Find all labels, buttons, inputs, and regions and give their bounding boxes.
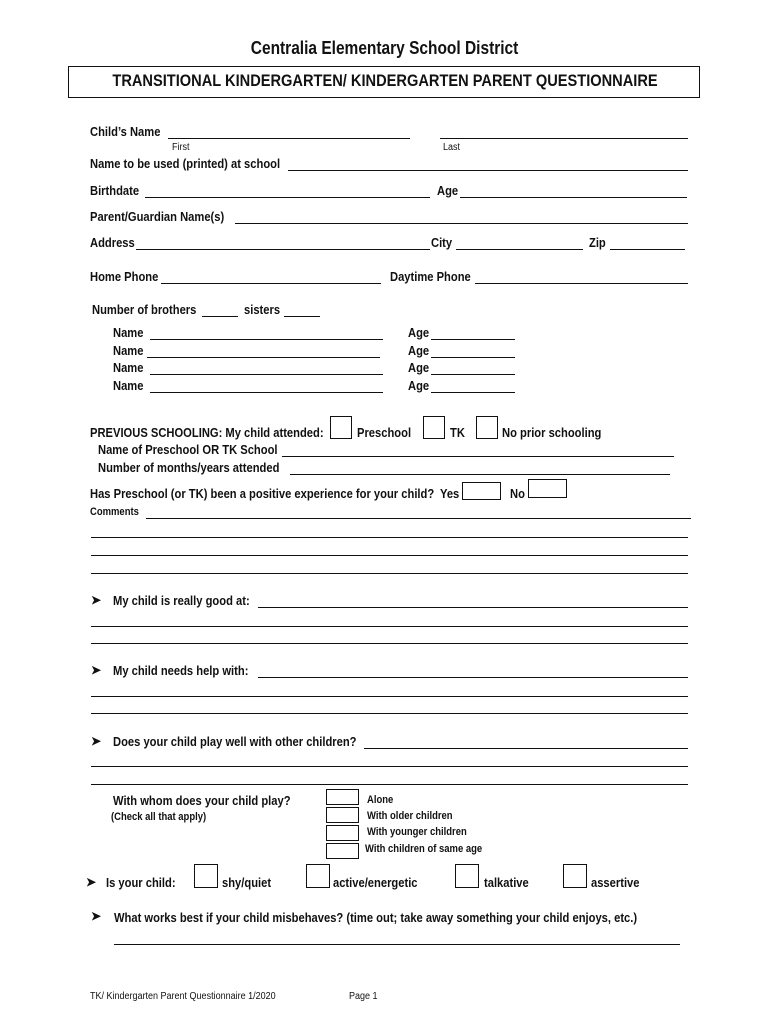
form-title [68, 71, 700, 91]
is-child-label: Is your child: [106, 875, 176, 890]
sibling-name-field-1[interactable] [150, 325, 383, 340]
sibling-name-label-3: Name [113, 360, 144, 375]
address-label: Address [90, 235, 135, 250]
sibling-name-field-4[interactable] [150, 378, 383, 393]
daytime-phone-field[interactable] [475, 269, 688, 284]
good-at-line-1[interactable] [258, 593, 688, 608]
trait-talkative: talkative [484, 875, 529, 890]
last-name-field[interactable] [440, 124, 688, 139]
good-at-line-2[interactable] [91, 612, 688, 627]
alone-checkbox[interactable] [326, 789, 359, 805]
play-opt-younger: With younger children [367, 826, 467, 838]
sibling-name-field-2[interactable] [147, 343, 380, 358]
months-years-label: Number of months/years attended [98, 460, 280, 475]
play-opt-older: With older children [367, 810, 453, 822]
sibling-name-label-4: Name [113, 378, 144, 393]
tk-checkbox[interactable] [423, 416, 445, 439]
first-name-field[interactable] [168, 124, 410, 139]
schooling-label: PREVIOUS SCHOOLING: My child attended: [90, 425, 324, 440]
sibling-name-field-3[interactable] [150, 360, 383, 375]
sibling-age-label-4: Age [408, 378, 430, 393]
comments-line-1[interactable] [146, 505, 691, 519]
sibling-age-label-3: Age [408, 360, 430, 375]
sibling-age-label-1: Age [408, 325, 430, 340]
district-title [0, 38, 770, 59]
preschool-label: Preschool [357, 425, 412, 440]
footer-doc-id: TK/ Kindergarten Parent Questionnaire 1/2020 [90, 991, 276, 1002]
no-label: No [510, 486, 525, 501]
home-phone-label: Home Phone [90, 269, 159, 284]
daytime-phone-label: Daytime Phone [390, 269, 471, 284]
arrow-bullet-icon: ➤ [91, 593, 102, 607]
play-opt-same-age: With children of same age [365, 843, 483, 855]
age-label: Age [437, 183, 459, 198]
school-name-label: Name of Preschool OR TK School [98, 442, 278, 457]
no-prior-label: No prior schooling [502, 425, 602, 440]
good-at-line-3[interactable] [91, 629, 688, 644]
older-checkbox[interactable] [326, 807, 359, 823]
preschool-checkbox[interactable] [330, 416, 352, 439]
check-all-label: (Check all that apply) [111, 811, 207, 823]
arrow-bullet-icon: ➤ [91, 663, 102, 677]
needs-help-label: My child needs help with: [113, 663, 249, 678]
parent-names-field[interactable] [235, 209, 688, 224]
childs-name-label: Child’s Name [90, 124, 161, 139]
arrow-bullet-icon: ➤ [91, 734, 102, 748]
trait-shy: shy/quiet [222, 875, 272, 890]
zip-label: Zip [589, 235, 606, 250]
younger-checkbox[interactable] [326, 825, 359, 841]
sibling-age-field-3[interactable] [431, 360, 515, 375]
misbehaves-label: What works best if your child misbehaves? (time out; take away something your child enjoys, etc.) [114, 910, 638, 925]
arrow-bullet-icon: ➤ [91, 909, 102, 923]
form-title-text: TRANSITIONAL KINDERGARTEN/ KINDERGARTEN PARENT QUESTIONNAIRE [112, 71, 658, 90]
assertive-checkbox[interactable] [563, 864, 587, 888]
good-at-label: My child is really good at: [113, 593, 250, 608]
no-checkbox[interactable] [528, 479, 567, 498]
sibling-name-label-2: Name [113, 343, 144, 358]
home-phone-field[interactable] [161, 269, 381, 284]
needs-help-line-3[interactable] [91, 699, 688, 714]
district-title-text: Centralia Elementary School District [251, 38, 519, 58]
sibling-age-label-2: Age [408, 343, 430, 358]
trait-active: active/energetic [333, 875, 418, 890]
trait-assertive: assertive [591, 875, 640, 890]
with-whom-label: With whom does your child play? [113, 793, 291, 808]
age-field[interactable] [460, 183, 687, 198]
sibling-age-field-4[interactable] [431, 378, 515, 393]
no-prior-checkbox[interactable] [476, 416, 498, 439]
address-field[interactable] [136, 235, 430, 250]
months-years-field[interactable] [290, 460, 670, 475]
comments-line-3[interactable] [91, 541, 688, 556]
zip-field[interactable] [610, 235, 685, 250]
comments-line-2[interactable] [91, 523, 688, 538]
city-label: City [431, 235, 453, 250]
same-age-checkbox[interactable] [326, 843, 359, 859]
arrow-bullet-icon: ➤ [86, 875, 97, 889]
name-used-label: Name to be used (printed) at school [90, 156, 281, 171]
brothers-field[interactable] [202, 302, 238, 317]
shy-checkbox[interactable] [194, 864, 218, 888]
first-label: First [172, 142, 190, 153]
num-brothers-label: Number of brothers [92, 302, 197, 317]
comments-line-4[interactable] [91, 559, 688, 574]
talkative-checkbox[interactable] [455, 864, 479, 888]
active-checkbox[interactable] [306, 864, 330, 888]
plays-well-line-3[interactable] [91, 770, 688, 785]
yes-label: Yes [440, 486, 460, 501]
yes-checkbox[interactable] [462, 482, 501, 500]
sisters-label: sisters [244, 302, 281, 317]
plays-well-label: Does your child play well with other children? [113, 734, 357, 749]
comments-label: Comments [90, 506, 139, 518]
sisters-field[interactable] [284, 302, 320, 317]
birthdate-label: Birthdate [90, 183, 140, 198]
parent-names-label: Parent/Guardian Name(s) [90, 209, 225, 224]
plays-well-line-2[interactable] [91, 752, 688, 767]
sibling-age-field-1[interactable] [431, 325, 515, 340]
city-field[interactable] [456, 235, 583, 250]
sibling-name-label-1: Name [113, 325, 144, 340]
last-label: Last [443, 142, 461, 153]
name-used-field[interactable] [288, 156, 688, 171]
tk-label: TK [450, 425, 465, 440]
plays-well-line-1[interactable] [364, 734, 688, 749]
birthdate-field[interactable] [145, 183, 430, 198]
misbehaves-line[interactable] [114, 930, 680, 945]
school-name-field[interactable] [282, 442, 674, 457]
needs-help-line-2[interactable] [91, 682, 688, 697]
play-opt-alone: Alone [367, 794, 394, 806]
sibling-age-field-2[interactable] [431, 343, 515, 358]
needs-help-line-1[interactable] [258, 663, 688, 678]
footer-page: Page 1 [349, 991, 378, 1002]
positive-question: Has Preschool (or TK) been a positive experience for your child? [90, 486, 435, 501]
